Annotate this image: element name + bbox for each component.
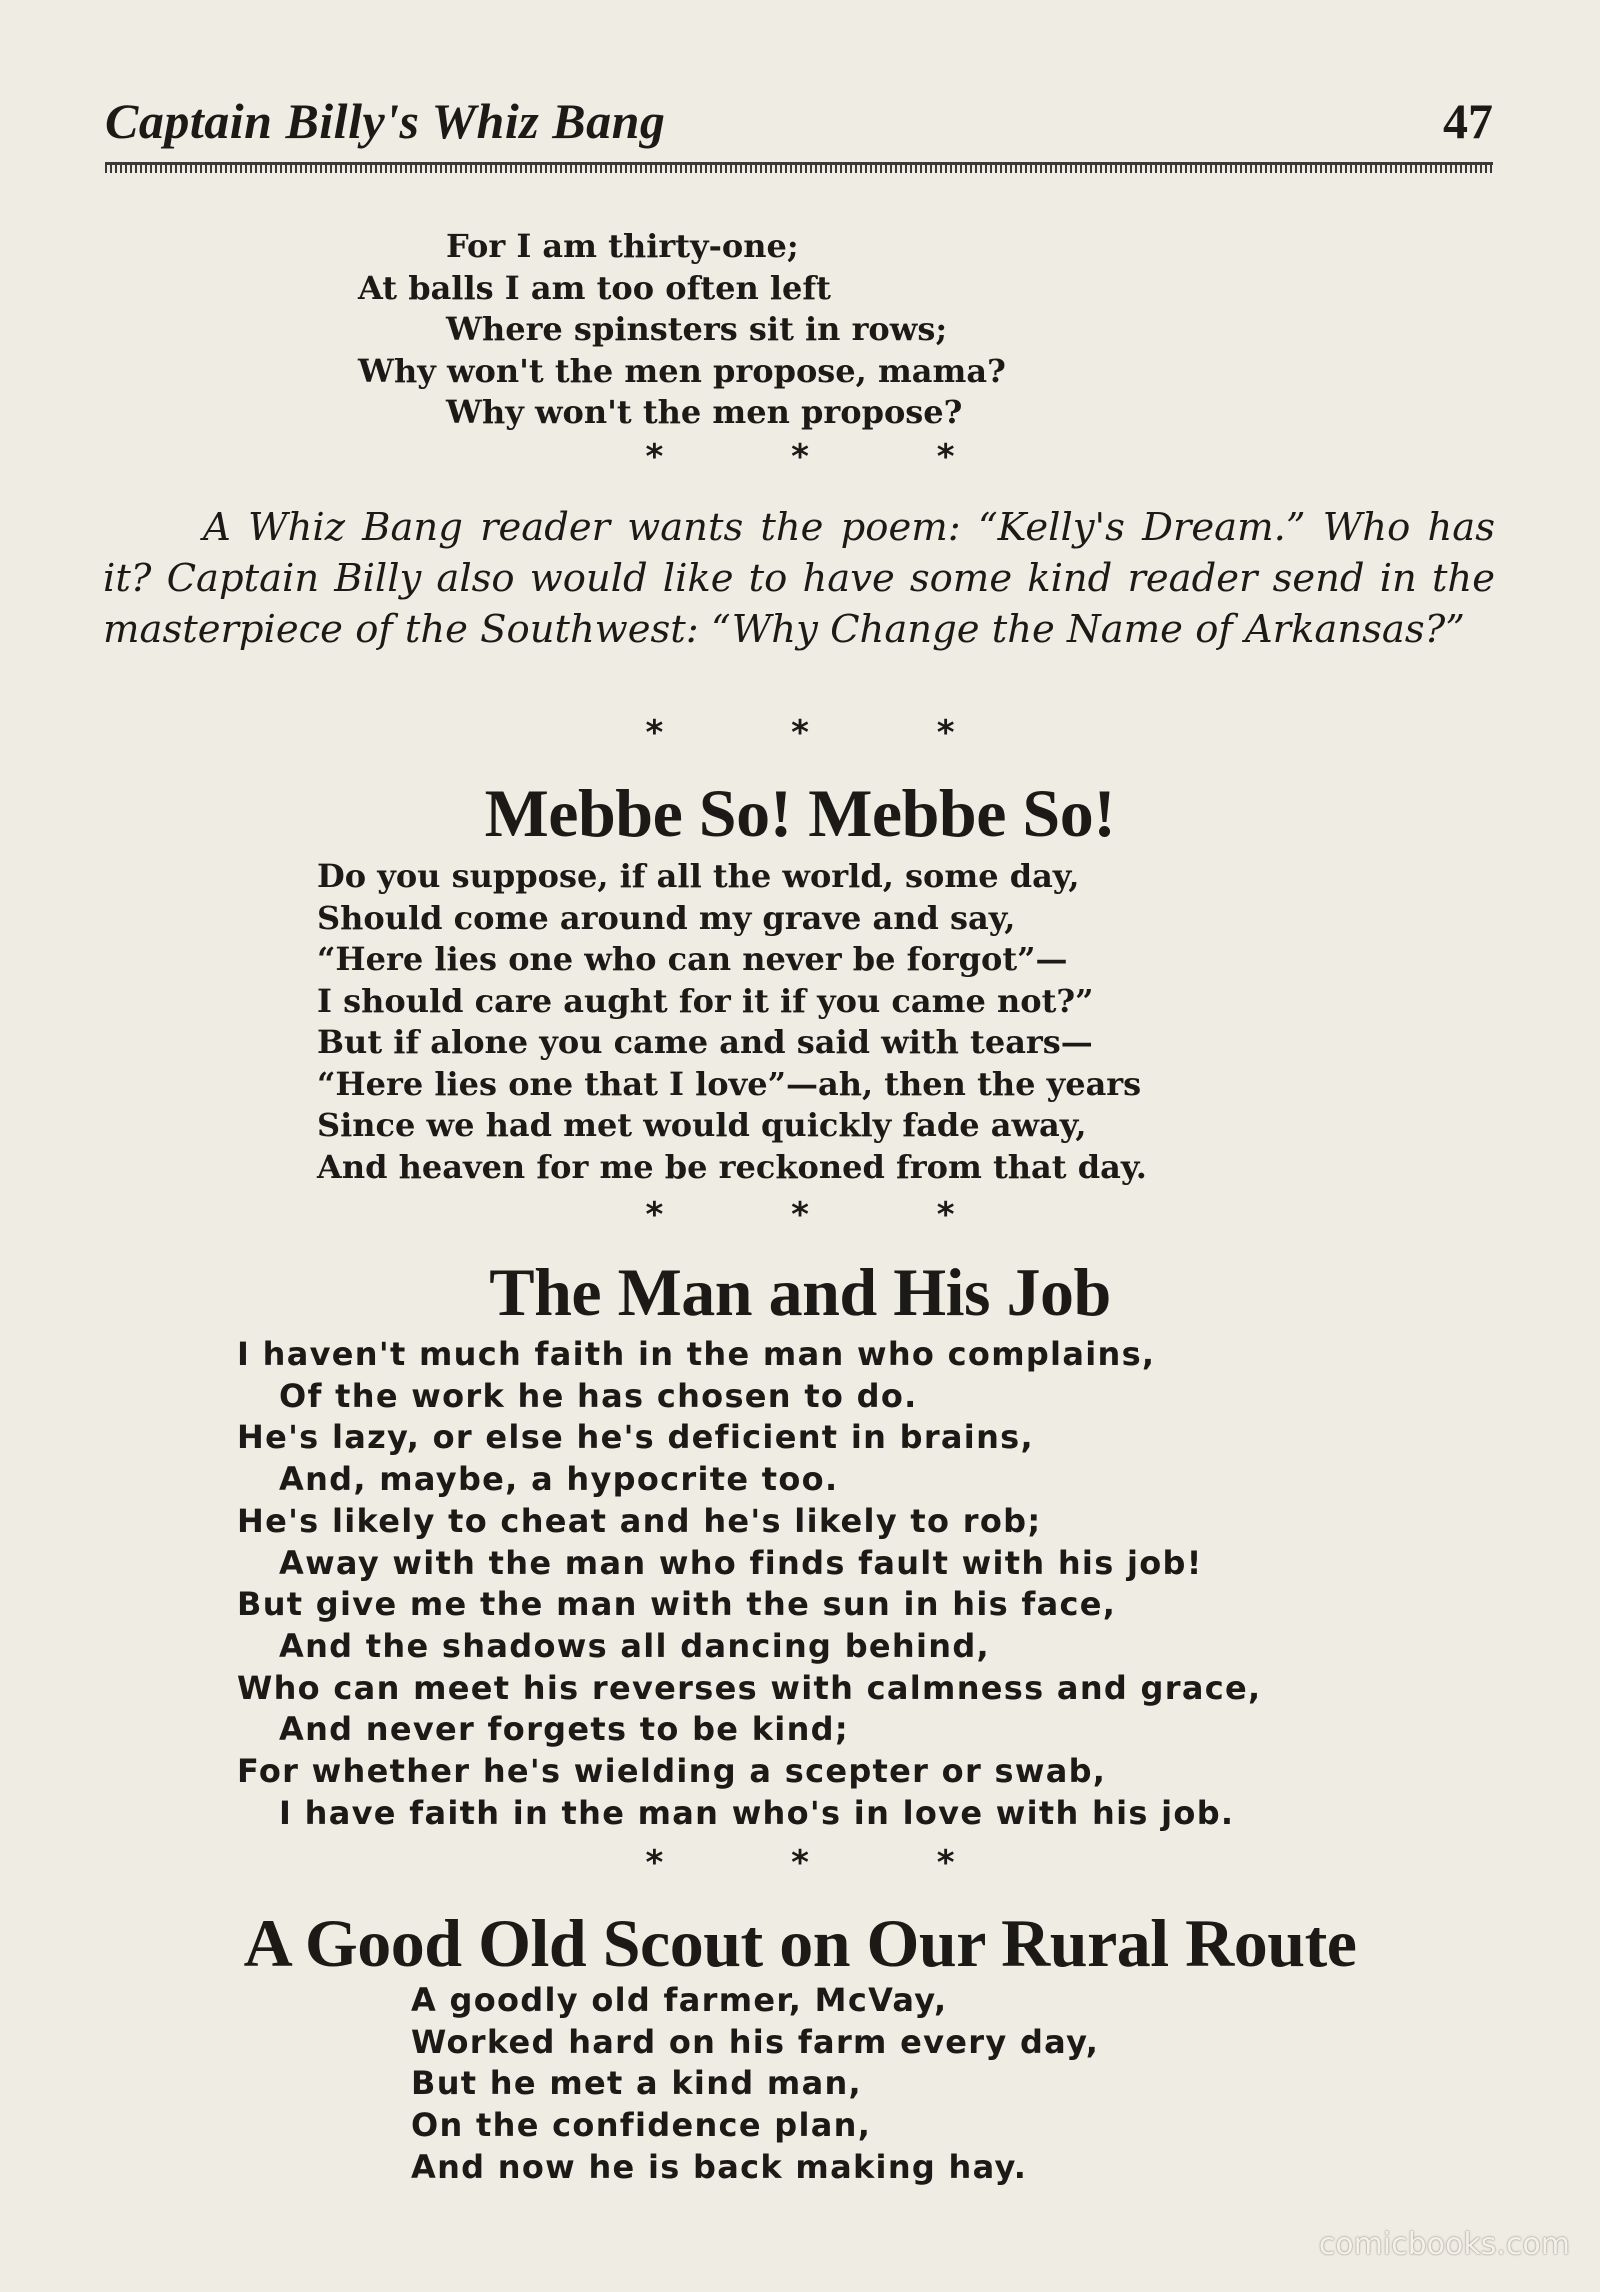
verse-line: “Here lies one that I love”—ah, then the years (317, 1064, 1142, 1103)
verse-line: “Here lies one who can never be forgot”— (317, 940, 1068, 978)
poem-scout (411, 1980, 1099, 2189)
page-header (105, 92, 1493, 172)
verse-line: I have faith in the man who's in love with his job. (279, 1793, 1235, 1832)
verse-line: And now he is back making hay. (411, 2147, 1028, 2186)
separator: * * * (645, 437, 1013, 477)
poem-title-mebbe: Mebbe So! Mebbe So! (484, 775, 1116, 851)
verse-line: On the confidence plan, (411, 2106, 872, 2145)
separator: * * * (645, 713, 1013, 753)
verse-line: For whether he's wielding a scepter or swab, (237, 1752, 1107, 1791)
header-rule (105, 162, 1493, 173)
reader-request (103, 502, 1495, 655)
poem-mebbe (317, 856, 1147, 1188)
reader-request-text: A Whiz Bang reader wants the poem: “Kelly's Dream.” Who has it? Captain Billy also would like to have some kind reader send in the masterpiece of the Southwest: “Why Change the Name of Arkansas?” (103, 505, 1495, 652)
verse-line: Do you suppose, if all the world, some day, (317, 857, 1080, 895)
running-title: Captain Billy's Whiz Bang (105, 93, 666, 149)
verse-line: For I am thirty-one; (446, 227, 799, 265)
verse-line: And the shadows all dancing behind, (279, 1626, 990, 1665)
verse-line: Since we had met would quickly fade away, (317, 1106, 1087, 1144)
verse-line: Why won't the men propose, mama? (358, 351, 1006, 390)
verse-line: I should care aught for it if you came not?” (317, 981, 1094, 1020)
page-number: 47 (1443, 93, 1493, 149)
verse-line: Of the work he has chosen to do. (279, 1376, 918, 1415)
verse-line: But he met a kind man, (411, 2064, 863, 2103)
verse-top (358, 226, 1006, 434)
verse-line: But if alone you came and said with tears— (317, 1023, 1093, 1061)
verse-line: But give me the man with the sun in his face, (237, 1585, 1117, 1624)
verse-line: And never forgets to be kind; (279, 1710, 849, 1749)
verse-line: He's lazy, or else he's deficient in brains, (237, 1418, 1034, 1457)
separator: * * * (645, 1195, 1013, 1235)
verse-line: Worked hard on his farm every day, (411, 2022, 1100, 2061)
verse-line: And, maybe, a hypocrite too. (279, 1460, 839, 1499)
poem-title-scout: A Good Old Scout on Our Rural Route (243, 1905, 1357, 1981)
verse-line: Where spinsters sit in rows; (446, 310, 948, 348)
verse-line: Away with the man who finds fault with his job! (279, 1543, 1203, 1582)
verse-line: At balls I am too often left (358, 268, 831, 307)
poem-job (237, 1334, 1261, 1834)
verse-line: Why won't the men propose? (446, 393, 963, 431)
verse-line: I haven't much faith in the man who complains, (237, 1335, 1156, 1373)
verse-line: A goodly old farmer, McVay, (411, 1981, 948, 2019)
poem-title-job: The Man and His Job (489, 1254, 1111, 1330)
verse-line: He's likely to cheat and he's likely to rob; (237, 1501, 1042, 1540)
watermark: comicbooks.com (1318, 2227, 1570, 2262)
verse-line: And heaven for me be reckoned from that day. (317, 1147, 1147, 1186)
separator: * * * (645, 1843, 1013, 1883)
verse-line: Should come around my grave and say, (317, 898, 1016, 937)
verse-line: Who can meet his reverses with calmness and grace, (237, 1668, 1262, 1707)
